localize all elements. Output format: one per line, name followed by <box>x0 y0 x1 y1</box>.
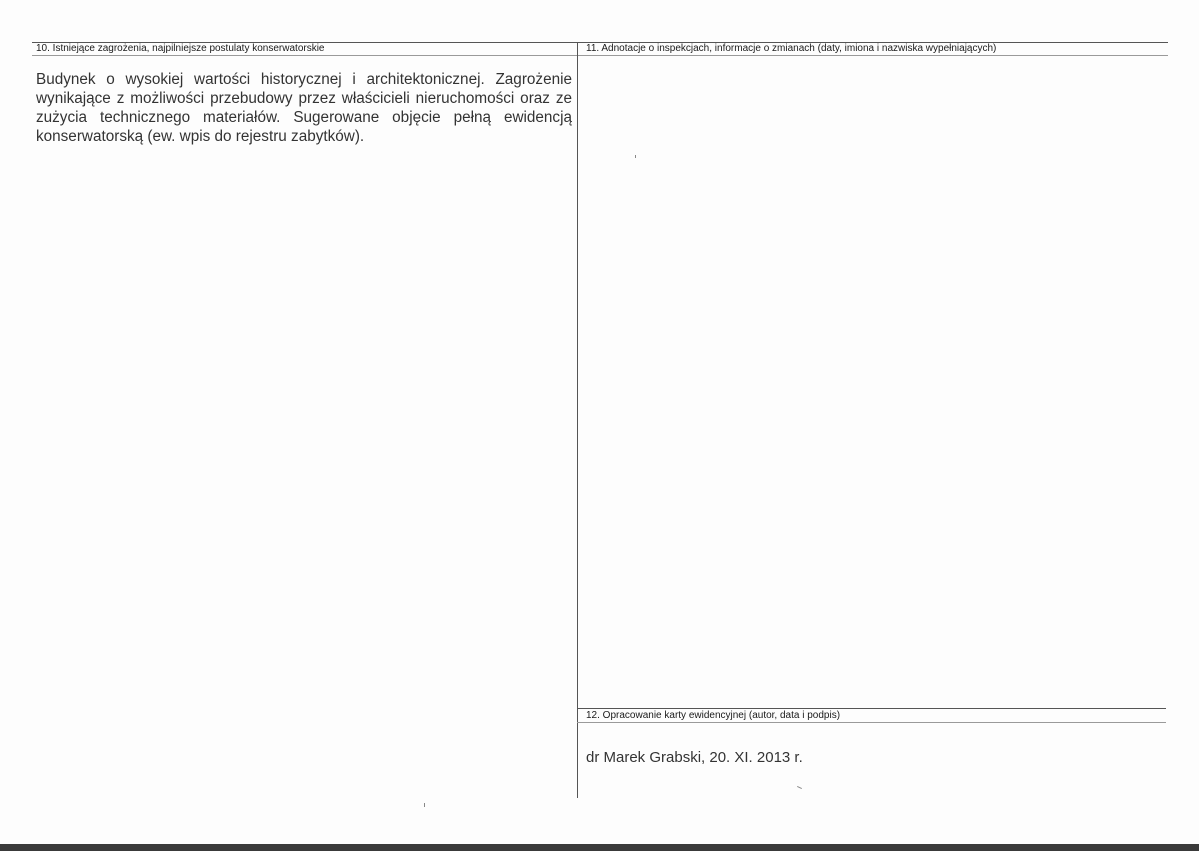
scan-border <box>0 844 1199 851</box>
section-12-header: 12. Opracowanie karty ewidencyjnej (autor, data i podpis) <box>586 710 841 721</box>
header-rule <box>32 55 1168 56</box>
section-12-header-rule <box>577 722 1166 723</box>
section-10-text: Budynek o wysokiej wartości historycznej i architektonicznej. Zagrożenie wynikające z możliwości przebudowy przez właścicieli nieruchomości oraz ze zużycia technicznego materiałów. Sugerowane objęcie pełną ewidencją konserwatorską (ew. wpis do rejestru zabytków). <box>36 71 572 145</box>
scan-speck <box>797 786 802 789</box>
section-10-header: 10. Istniejące zagrożenia, najpilniejsze postulaty konserwatorskie <box>36 43 325 54</box>
scan-speck <box>424 803 425 807</box>
section-12-text: dr Marek Grabski, 20. XI. 2013 r. <box>586 749 803 766</box>
section-12-top-rule <box>577 708 1166 709</box>
section-11-header: 11. Adnotacje o inspekcjach, informacje o zmianach (daty, imiona i nazwiska wypełniających) <box>586 43 997 54</box>
scan-speck <box>635 155 636 158</box>
column-divider <box>577 42 578 798</box>
